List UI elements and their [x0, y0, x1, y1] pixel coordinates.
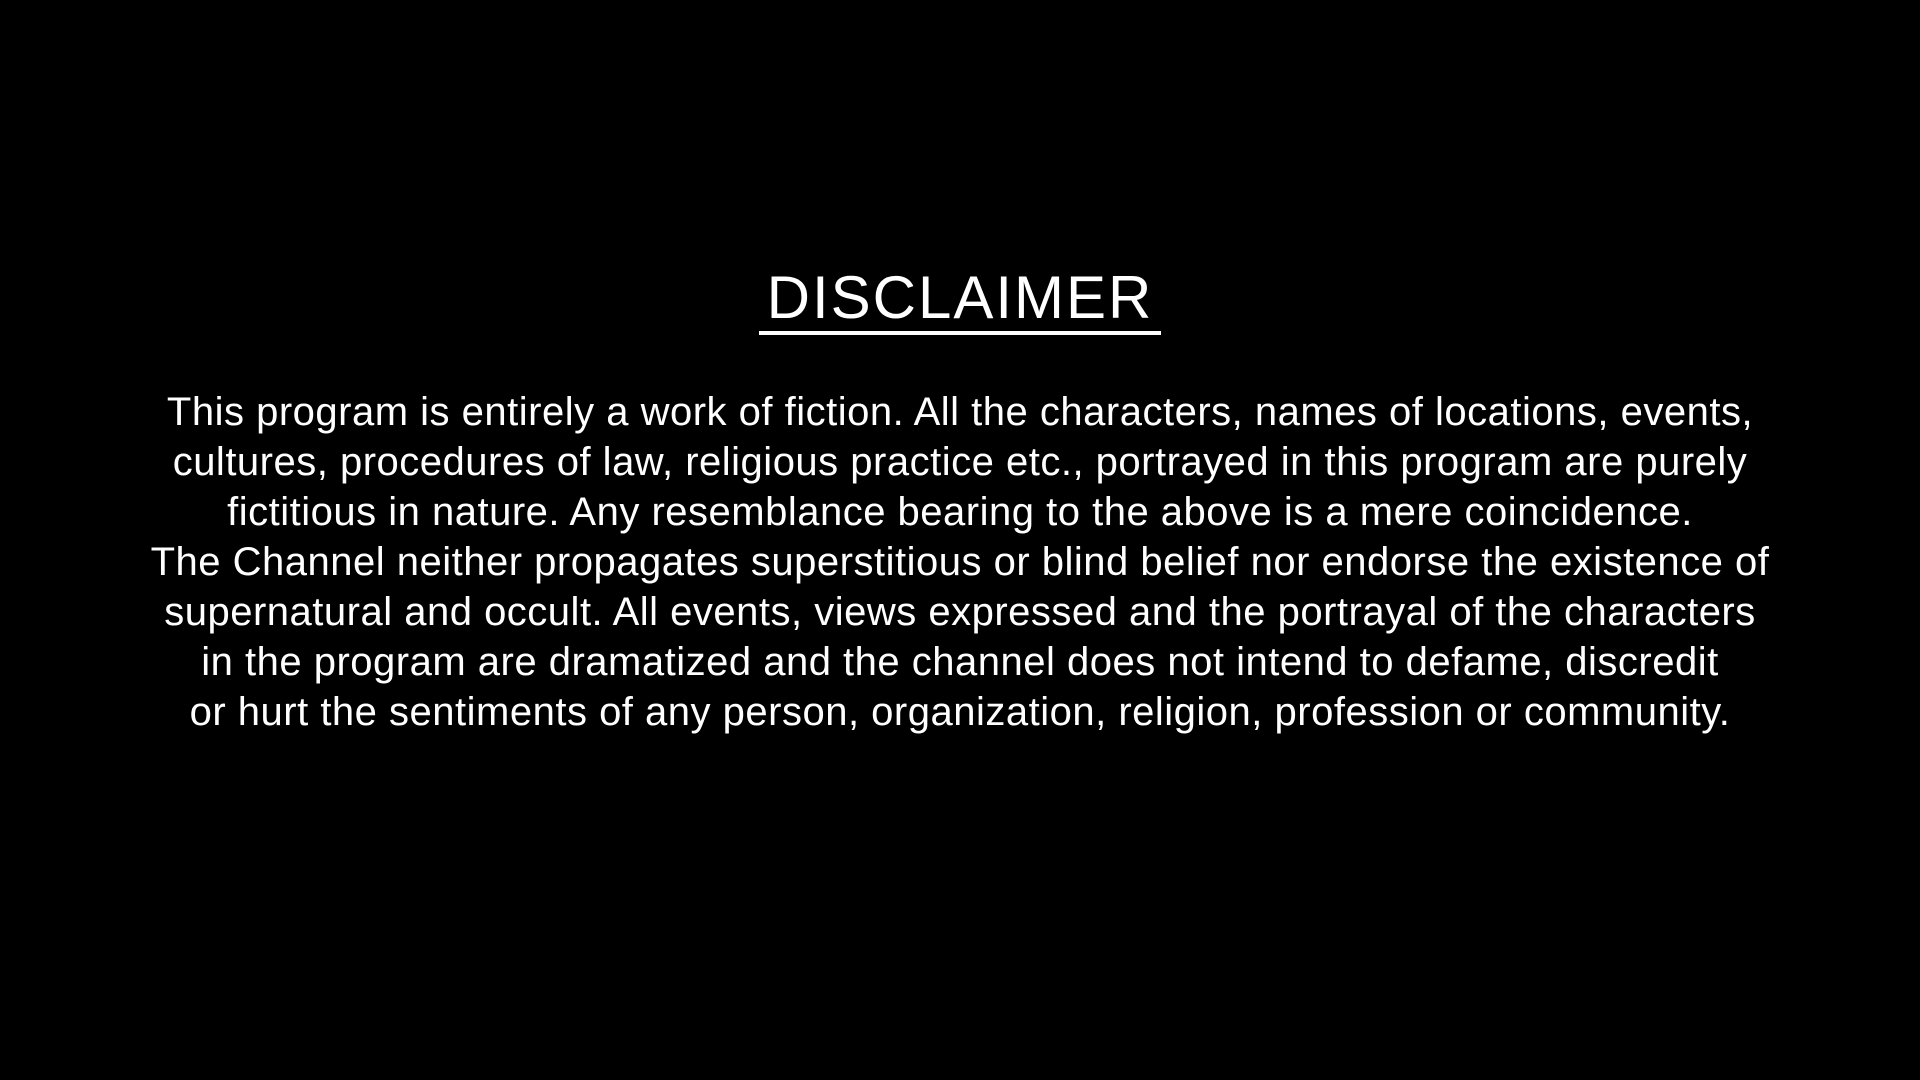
disclaimer-title: DISCLAIMER [759, 268, 1162, 335]
disclaimer-title-row [0, 264, 1920, 335]
disclaimer-line-4: The Channel neither propagates superstitious or blind belief nor endorse the existence of [150, 540, 1770, 584]
disclaimer-line-7: or hurt the sentiments of any person, organization, religion, profession or community. [189, 690, 1731, 734]
disclaimer-line-6: in the program are dramatized and the channel does not intend to defame, discredit [201, 640, 1719, 684]
disclaimer-line-1: This program is entirely a work of fiction. All the characters, names of locations, events, [166, 390, 1754, 434]
disclaimer-line-3: fictitious in nature. Any resemblance bearing to the above is a mere coincidence. [227, 490, 1693, 534]
disclaimer-body [0, 387, 1920, 737]
disclaimer-line-5: supernatural and occult. All events, views expressed and the portrayal of the characters [164, 590, 1756, 634]
disclaimer-line-2: cultures, procedures of law, religious practice etc., portrayed in this program are purely [172, 440, 1748, 484]
